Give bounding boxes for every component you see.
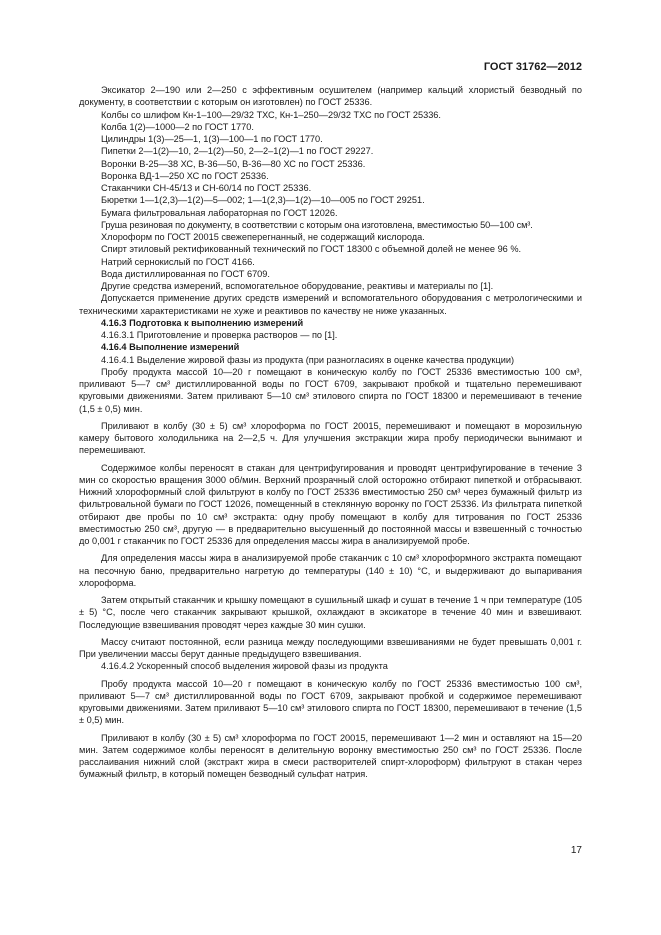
paragraph-flask: Колба 1(2)—1000—2 по ГОСТ 1770. [101, 121, 254, 132]
paragraph-cylinders: Цилиндры 1(3)—25—1, 1(3)—100—1 по ГОСТ 1770. [101, 134, 323, 144]
paragraph-chloroform: Хлороформ по ГОСТ 20015 свежеперегнанный, не содержащий кислорода. [101, 232, 425, 242]
paragraph-constant-mass: Массу считают постоянной, если разница между последующими взвешиваниями не будет превышать 0,001 г. При увеличении массы берут данные предыдущего взвешивания. [79, 636, 582, 659]
paragraph-other-means: Другие средства измерений, вспомогательное оборудование, реактивы и материалы по [1]. [101, 281, 494, 291]
paragraph-sample-mixing: Пробу продукта массой 10—20 г помещают в коническую колбу по ГОСТ 25336 вместимостью 100 см³, приливают 5—7 см³ дистиллированной воды по ГОСТ 6709, закрывают пробкой и тщательно перемешивают круговыми движениями. Затем приливают 5—10 см³ этилового спирта по ГОСТ 18300 и перемешивают в течение (1,5 ± 0,5) мин. [79, 366, 582, 414]
paragraph-flasks-ground: Колбы со шлифом Кн-1–100—29/32 ТХС, Кн-1–250—29/32 ТХС по ГОСТ 25336. [101, 109, 441, 120]
paragraph-weighing-cups: Стаканчики СН-45/13 и СН-60/14 по ГОСТ 25336. [101, 183, 312, 193]
paragraph-separatory-funnel: Воронка ВД-1—250 ХС по ГОСТ 25336. [101, 170, 269, 181]
paragraph-rapid-separation: Приливают в колбу (30 ± 5) см³ хлороформа по ГОСТ 20015, перемешивают 1—2 мин и оставляют на 15—20 мин. Затем содержимое колбы переносят в делительную воронку вместимостью 250 см³ по ГОСТ 25336. После расслаивания нижний слой (экстракт жира в смеси растворителей спирт-хлороформ) фильтруют в стакан через бумажный фильтр, в который помещен безводный сульфат натрия. [79, 732, 582, 780]
paragraph-fat-mass-determination: Для определения массы жира в анализируемой пробе стаканчик с 10 см³ хлороформного экстракта помещают на песочную баню, предварительно нагретую до температуры (140 ± 10) °С, и выдерживают до выпаривания хлороформа. [79, 553, 582, 588]
paragraph-rubber-bulb: Груша резиновая по документу, в соответствии с которым она изготовлена, вместимостью 50—100 см³. [101, 219, 533, 230]
subsection-heading-fat-extraction: 4.16.4.1 Выделение жировой фазы из продукта (при разногласиях в оценке качества продукции) [101, 354, 515, 365]
subsection-heading-rapid-method: 4.16.4.2 Ускоренный способ выделения жировой фазы из продукта [101, 661, 388, 672]
paragraph-pipettes: Пипетки 2—1(2)—10, 2—1(2)—50, 2—2–1(2)—1 по ГОСТ 29227. [101, 146, 374, 157]
paragraph-rapid-sample-mixing: Пробу продукта массой 10—20 г помещают в коническую колбу по ГОСТ 25336 вместимостью 100 см³, приливают 5—7 см³ дистиллированной воды по ГОСТ 6709, закрывают пробкой и содержимое перемешивают круговыми движениями. Затем приливают 5—10 см³ этилового спирта по ГОСТ 18300, перемешивают в течение (1,5 ± 0,5) мин. [79, 678, 582, 726]
page-body [79, 84, 582, 781]
paragraph-drying: Затем открытый стаканчик и крышку помещают в сушильный шкаф и сушат в течение 1 ч при температуре (105 ± 5) °С, после чего стаканчик закрывают крышкой, охлаждают в эксикаторе в течение 40 мин и взвешивают. Последующие взвешивания проводят через каждые 30 мин сушки. [79, 595, 582, 630]
document-header: ГОСТ 31762—2012 [483, 61, 582, 73]
section-heading-preparation: 4.16.3 Подготовка к выполнению измерений [101, 317, 304, 328]
paragraph-solutions-prep: 4.16.3.1 Приготовление и проверка растворов — по [1]. [101, 330, 338, 340]
paragraph-centrifugation: Содержимое колбы переносят в стакан для центрифугирования и проводят центрифугирование в течение 3 мин со скоростью вращения 3000 об/мин. Верхний прозрачный слой осторожно отбирают пипеткой и отбрасывают. Нижний хлороформный слой фильтруют в колбу по ГОСТ 25336 вместимостью 250 см³ через бумажный фильтр из фильтровальной бумаги по ГОСТ 12026, помещенный в стеклянную воронку по ГОСТ 25336. Из фильтрата пипеткой отбирают две пробы по 10 см³ экстракта: одну пробу помещают в колбу для титрования по ГОСТ 25336 вместимостью 250 см³, другую — в предварительно высушенный до постоянной массы и взвешенный с точностью до 0,001 г стаканчик по ГОСТ 25336 для определения массы жира в анализируемой пробе. [79, 462, 582, 546]
paragraph-desiccator: Эксикатор 2—190 или 2—250 с эффективным осушителем (например кальций хлористый безводный по документу, в соответствии с которым он изготовлен) по ГОСТ 25336. [79, 85, 582, 108]
paragraph-ethanol: Спирт этиловый ректификованный технический по ГОСТ 18300 с объемной долей не менее 96 %. [101, 244, 522, 255]
paragraph-sodium-sulfate: Натрий сернокислый по ГОСТ 4166. [101, 256, 255, 267]
paragraph-distilled-water: Вода дистиллированная по ГОСТ 6709. [101, 268, 270, 279]
page-number: 17 [570, 845, 582, 856]
paragraph-allowed-substitutes: Допускается применение других средств измерений и вспомогательного оборудования с метрологическими и техническими характеристиками не хуже и реактивов по качеству не ниже указанных. [79, 293, 582, 316]
paragraph-chloroform-freezing: Приливают в колбу (30 ± 5) см³ хлороформа по ГОСТ 20015, перемешивают и помещают в морозильную камеру бытового холодильника на 2—2,5 ч. Для улучшения экстракции жира пробу периодически вынимают и перемешивают. [79, 420, 582, 456]
section-heading-measurements: 4.16.4 Выполнение измерений [101, 342, 240, 353]
paragraph-burettes: Бюретки 1—1(2,3)—1(2)—5—002; 1—1(2,3)—1(2)—10—005 по ГОСТ 29251. [101, 195, 425, 206]
paragraph-funnels: Воронки В-25—38 ХС, В-36—50, В-36—80 ХС по ГОСТ 25336. [101, 158, 366, 169]
paragraph-filter-paper: Бумага фильтровальная лабораторная по ГОСТ 12026. [101, 207, 338, 218]
